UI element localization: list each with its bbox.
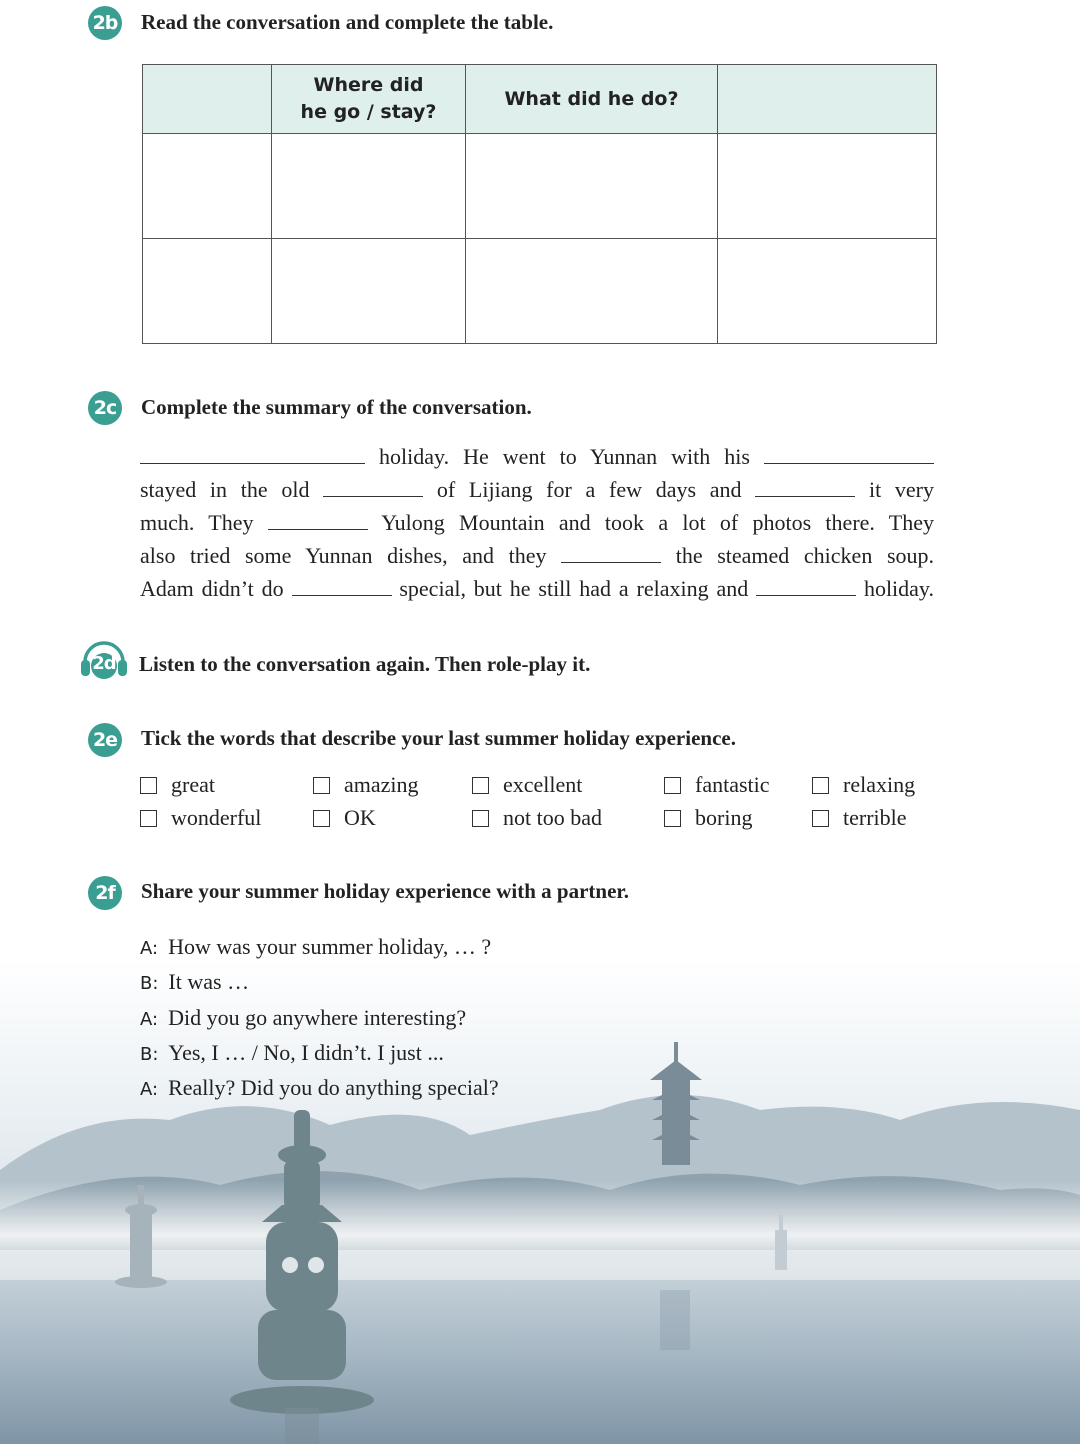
- dialogue-line: B: Yes, I … / No, I didn’t. I just ...: [140, 1039, 444, 1065]
- table-cell[interactable]: [466, 134, 718, 239]
- dialogue-line: A: Really? Did you do anything special?: [140, 1075, 499, 1101]
- word-label: relaxing: [843, 772, 916, 797]
- section-badge-2d: 2d: [92, 653, 116, 674]
- word-label: amazing: [344, 772, 419, 797]
- section-title-2d: Listen to the conversation again. Then role-play it.: [139, 652, 591, 676]
- table-header-blank-1: [143, 65, 272, 134]
- table-header-blank-2: [718, 65, 937, 134]
- word-label: OK: [344, 805, 376, 830]
- checkbox[interactable]: [140, 810, 157, 827]
- section-badge-2c: 2c: [88, 391, 122, 425]
- blank[interactable]: [756, 575, 856, 596]
- table-cell[interactable]: [272, 239, 466, 344]
- table-row: [143, 134, 937, 239]
- blank[interactable]: [755, 476, 855, 497]
- checkbox[interactable]: [664, 777, 681, 794]
- word-label: great: [171, 772, 215, 797]
- section-badge-2e: 2e: [88, 723, 122, 757]
- answer-table: [142, 64, 937, 344]
- checkbox[interactable]: [313, 810, 330, 827]
- blank[interactable]: [764, 443, 934, 464]
- word-label: not too bad: [503, 805, 602, 830]
- section-title-2b: Read the conversation and complete the table.: [141, 10, 554, 34]
- summary-paragraph: holiday. He went to Yunnan with his stayed in the old of Lijiang for a few days and it very much. They Yulong Mountain and took a lot of photos there. They also tried some Yunnan dishes, and they the steamed chicken soup. Adam didn’t do special, but he still had a relaxing and holiday.: [140, 444, 935, 601]
- section-title-2f: Share your summer holiday experience with a partner.: [141, 879, 630, 903]
- table-cell[interactable]: [718, 134, 937, 239]
- blank[interactable]: [140, 443, 365, 464]
- checkbox[interactable]: [472, 777, 489, 794]
- checkbox[interactable]: [472, 810, 489, 827]
- word-label: excellent: [503, 772, 583, 797]
- table-row: [143, 239, 937, 344]
- section-badge-2b: 2b: [88, 6, 122, 40]
- word-label: fantastic: [695, 772, 770, 797]
- section-badge-2f: 2f: [88, 876, 122, 910]
- dialogue-line: A: Did you go anywhere interesting?: [140, 1004, 467, 1030]
- checkbox[interactable]: [812, 810, 829, 827]
- table-cell[interactable]: [272, 134, 466, 239]
- table-header-where: Where did he go / stay?: [272, 65, 466, 134]
- word-label: terrible: [843, 805, 907, 830]
- blank[interactable]: [268, 509, 368, 530]
- word-label: wonderful: [171, 805, 262, 830]
- partner-dialogue: [140, 930, 499, 1106]
- table-cell[interactable]: [143, 134, 272, 239]
- dialogue-line: A: How was your summer holiday, … ?: [140, 934, 492, 959]
- table-header-what: What did he do?: [466, 65, 718, 134]
- table-cell[interactable]: [718, 239, 937, 344]
- blank[interactable]: [292, 575, 392, 596]
- section-title-2e: Tick the words that describe your last summer holiday experience.: [141, 726, 736, 750]
- blank[interactable]: [561, 542, 661, 563]
- table-cell[interactable]: [143, 239, 272, 344]
- checkbox[interactable]: [812, 777, 829, 794]
- blank[interactable]: [323, 476, 423, 497]
- section-title-2c: Complete the summary of the conversation.: [141, 395, 532, 419]
- checkbox[interactable]: [664, 810, 681, 827]
- checkbox[interactable]: [140, 777, 157, 794]
- word-checklist: [140, 772, 940, 838]
- table-cell[interactable]: [466, 239, 718, 344]
- dialogue-line: B: It was …: [140, 969, 250, 995]
- word-label: boring: [695, 805, 753, 830]
- checkbox[interactable]: [313, 777, 330, 794]
